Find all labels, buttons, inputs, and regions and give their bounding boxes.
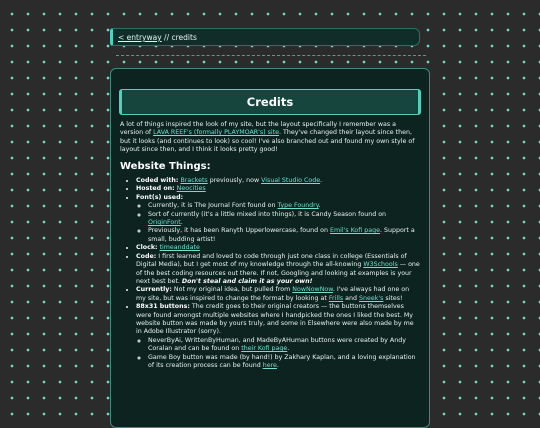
breadcrumb xyxy=(110,28,420,46)
clock-label: Clock: xyxy=(136,244,158,252)
entryway-link[interactable]: < entryway xyxy=(118,33,162,42)
font-item-journal xyxy=(148,202,420,210)
section-title: Website Things: xyxy=(120,160,211,172)
code-emphasis: Don't steal and claim it as your own! xyxy=(181,277,313,285)
button2-text: Game Boy button was made (by hand!) by Zakhary Kaplan, and a loving explanation of its creation process can be found xyxy=(148,353,416,369)
divider xyxy=(116,55,426,56)
sneeks-link[interactable]: Sneek's xyxy=(358,294,384,302)
buttons-text: The credit goes to their original creators — the buttons themselves were found amongst multiple websites where I handpicked the ones I liked the best. My website button was made by yours truly, and some in Elsewhere were also made by me in Adobe Illustrator (sorry). xyxy=(136,303,414,336)
button1-text: NeverByAi, WrittenByHuman, and MadeByAHuman buttons were created by Andy Coralan and can be found on xyxy=(148,336,406,353)
vscode-link[interactable]: Visual Studio Code xyxy=(261,177,321,185)
w3schools-link[interactable]: W3Schools xyxy=(363,261,398,269)
title-box xyxy=(119,89,421,115)
button2-end: . xyxy=(276,361,279,369)
font-item-ranyth xyxy=(148,227,420,244)
button1-end: . xyxy=(287,345,290,353)
button-credit-gameboy xyxy=(148,354,420,371)
fonts-label: Font(s) used: xyxy=(136,193,184,201)
list-item-clock xyxy=(136,244,420,252)
currently-text-2: . I've always had one on my site, but was inspired to change the format by looking at xyxy=(136,286,410,302)
type-foundry-link[interactable]: Type Foundry xyxy=(277,202,319,210)
timeanddate-link[interactable]: timeanddate xyxy=(159,244,200,252)
hosted-label: Hosted on: xyxy=(136,185,175,193)
intro-text: A lot of things inspired the look of my site, but the layout specifically I remember was a version of xyxy=(120,121,397,137)
lava-reef-link[interactable]: LAVA REEF's (formally PLAYMOAR's) site xyxy=(153,129,280,137)
gameboy-here-link[interactable]: here xyxy=(262,361,277,369)
neocities-link[interactable]: Neocities xyxy=(176,185,206,193)
breadcrumb-separator: // xyxy=(161,33,172,42)
coded-end: . xyxy=(320,177,323,185)
currently-label: Currently: xyxy=(136,286,172,294)
breadcrumb-current: credits xyxy=(171,33,197,42)
font3-text: Previously, it has been Ranyth Upperlowercase, found on xyxy=(148,227,330,235)
buttons-label: 88x31 buttons: xyxy=(136,303,190,311)
emil-kofi-link[interactable]: Emil's Kofi page xyxy=(329,227,380,235)
fonts-sublist xyxy=(136,202,420,244)
font1-text: Currently, it is The Journal Font found on xyxy=(148,202,278,210)
originfont-link[interactable]: OriginFont xyxy=(148,219,181,227)
page-title: Credits xyxy=(246,95,294,109)
list-item-coded xyxy=(136,177,420,185)
list-item-hosted xyxy=(136,185,420,193)
font-item-candy xyxy=(148,211,420,228)
font3-text-end: . Support a small, budding artist! xyxy=(148,227,415,243)
currently-text-3: and xyxy=(343,294,359,302)
font1-end: . xyxy=(318,202,321,210)
brackets-link[interactable]: Brackets xyxy=(180,177,208,185)
website-things-list xyxy=(120,177,420,370)
currently-text: Not my original idea, but pulled from xyxy=(171,286,293,294)
buttons-sublist xyxy=(136,337,420,371)
coded-text: previously, now xyxy=(207,177,262,185)
list-item-code xyxy=(136,253,420,287)
currently-text-4: sites! xyxy=(383,294,403,302)
credits-content xyxy=(111,115,429,370)
list-item-buttons xyxy=(136,303,420,370)
code-text: I first learned and loved to code through just one class in college (Essentials of Digital Media), but I get most of my knowledge through the all-knowing xyxy=(136,252,407,269)
nownownow-link[interactable]: NowNowNow xyxy=(292,286,333,294)
intro-text-end: . They've changed their layout since then, but it looks (and continues to look) so cool! I've also branched out and found my own style of layout since then, and I think it looks pretty good! xyxy=(120,129,415,154)
list-item-fonts xyxy=(136,194,420,244)
frills-link[interactable]: Frills xyxy=(328,294,344,302)
andy-kofi-link[interactable]: their Kofi page xyxy=(241,345,288,353)
code-label: Code: xyxy=(136,252,157,260)
code-text-2: — one of the best coding resources out there. If not, Googling and looking at examples is your next best bet. xyxy=(136,261,420,285)
font2-end: . xyxy=(180,219,183,227)
credits-panel[interactable] xyxy=(110,68,430,428)
font2-text: Sort of currently (it's a little mixed into things), it is Candy Season found on xyxy=(148,210,387,218)
list-item-currently xyxy=(136,286,420,303)
coded-label: Coded with: xyxy=(136,177,179,185)
intro-paragraph xyxy=(120,121,420,155)
button-credit-andy xyxy=(148,337,420,354)
